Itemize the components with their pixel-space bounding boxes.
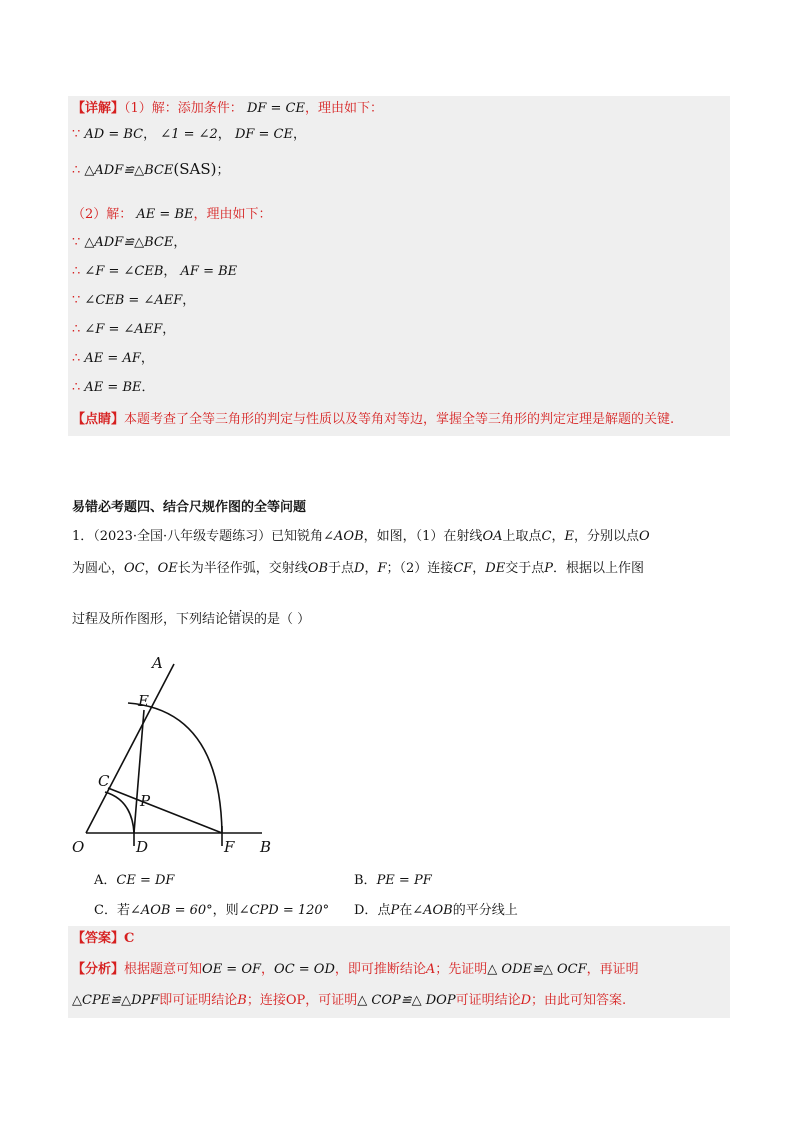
step-4: ∴ ∠F = ∠AEF， — [72, 322, 176, 337]
arc-large — [128, 703, 222, 833]
fig-label-f: F — [224, 838, 235, 856]
condition-math: DF = CE — [246, 101, 305, 116]
construction-figure — [60, 650, 290, 860]
fig-label-p: P — [140, 792, 151, 810]
analysis-line-2: △CPE≌△DPF即可证明结论B；连接OP，可证明△ COP≌△ DOP可证明结论D；由此可知答案. — [72, 993, 627, 1008]
analysis-tag: 【分析】 — [72, 962, 125, 977]
fig-label-a: A — [152, 654, 163, 672]
segment-cf — [108, 788, 222, 833]
segment-de — [134, 710, 144, 833]
option-d[interactable]: D．点P在∠AOB的平分线上 — [354, 903, 518, 918]
emphasis-error: · · 错误 — [228, 612, 254, 627]
arc-small — [105, 792, 134, 833]
option-c[interactable]: C．若∠AOB = 60°，则∠CPD = 120° — [94, 903, 330, 918]
fig-label-o: O — [72, 838, 85, 856]
answer-tag: 【答案】 — [72, 931, 125, 946]
fig-label-b: B — [260, 838, 272, 856]
question-line-3: 过程及所作图形，下列结论· · 错误的是（ ） — [72, 611, 310, 629]
section-heading: 易错必考题四、结合尺规作图的全等问题 — [72, 500, 307, 515]
question-line-1: 1．（2023·全国·八年级专题练习）已知锐角∠AOB，如图，（1）在射线OA上取点C，E，分别以点O — [72, 529, 650, 544]
question-line-2: 为圆心，OC，OE长为半径作弧，交射线OB于点D，F；（2）连接CF，DE交于点P．根据以上作图 — [72, 561, 644, 576]
option-a[interactable]: A．CE = DF — [94, 873, 175, 888]
option-b[interactable]: B．PE = PF — [354, 873, 432, 888]
fig-label-c: C — [98, 772, 110, 790]
answer-line — [72, 930, 134, 948]
detail-tag: 【详解】 — [72, 101, 125, 116]
conclusion-line-1: ∴ △ADF≌△BCE(SAS)； — [72, 160, 230, 178]
detail-line: 【详解】（1）解：添加条件： DF = CE，理由如下： — [72, 101, 383, 116]
given-line-1: ∵ AD = BC， ∠1 = ∠2， DF = CE， — [72, 127, 306, 142]
analysis-line-1: 【分析】根据题意可知OE = OF，OC = OD，即可推断结论A；先证明△ ODE≌△ OCF，再证明 — [72, 962, 639, 977]
comment-tag: 【点睛】 — [72, 412, 125, 427]
fig-label-d: D — [136, 838, 149, 856]
ray-oa — [86, 664, 174, 833]
step-3: ∵ ∠CEB = ∠AEF， — [72, 293, 196, 308]
part2-line: （2）解： AE = BE，理由如下： — [72, 207, 272, 222]
step-1: ∵ △ADF≌△BCE， — [72, 235, 187, 250]
comment-line: 【点睛】本题考查了全等三角形的判定与性质以及等角对等边，掌握全等三角形的判定定理是解题的关键. — [72, 412, 675, 427]
step-2: ∴ ∠F = ∠CEB， AF = BE — [72, 264, 238, 279]
step-6: ∴ AE = BE． — [72, 380, 155, 395]
answer-value: C — [124, 931, 135, 946]
fig-label-e: E — [138, 692, 149, 710]
step-5: ∴ AE = AF， — [72, 351, 154, 366]
